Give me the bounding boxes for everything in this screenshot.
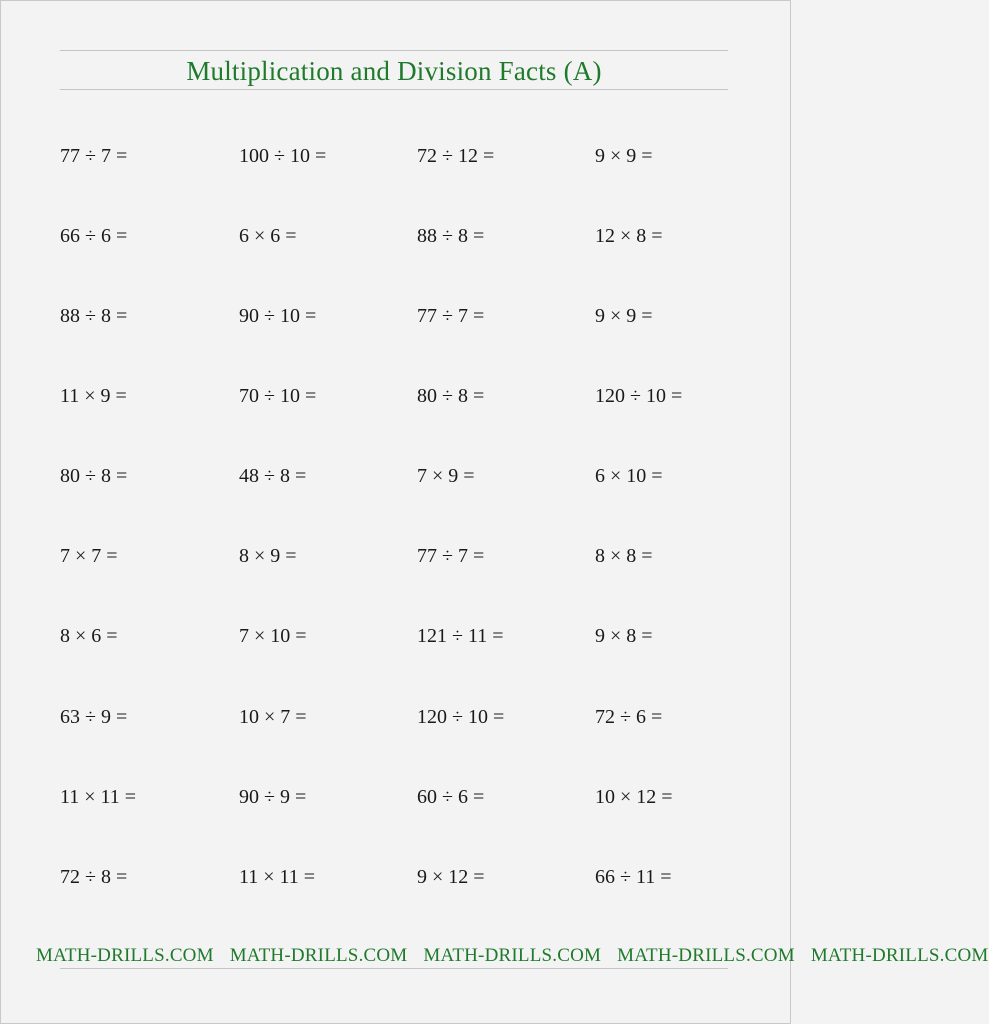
problem-item: 8 × 9 =	[239, 545, 297, 567]
problem-item: 120 ÷ 10 =	[417, 706, 505, 728]
footer-rule	[60, 968, 728, 969]
problem-item: 48 ÷ 8 =	[239, 465, 307, 487]
problem-item: 88 ÷ 8 =	[417, 225, 485, 247]
problem-item: 6 × 10 =	[595, 465, 663, 487]
header-bottom-rule	[60, 89, 728, 90]
problem-grid	[60, 138, 740, 938]
problem-item: 100 ÷ 10 =	[239, 145, 327, 167]
problem-item: 63 ÷ 9 =	[60, 706, 128, 728]
problem-item: 9 × 8 =	[595, 625, 653, 647]
problem-item: 77 ÷ 7 =	[60, 145, 128, 167]
problem-item: 77 ÷ 7 =	[417, 305, 485, 327]
problem-item: 9 × 12 =	[417, 866, 485, 888]
problem-item: 12 × 8 =	[595, 225, 663, 247]
problem-item: 66 ÷ 6 =	[60, 225, 128, 247]
problem-item: 72 ÷ 6 =	[595, 706, 663, 728]
problem-item: 7 × 7 =	[60, 545, 118, 567]
problem-item: 120 ÷ 10 =	[595, 385, 683, 407]
problem-item: 11 × 11 =	[239, 866, 316, 888]
problem-item: 7 × 10 =	[239, 625, 307, 647]
problem-item: 9 × 9 =	[595, 305, 653, 327]
footer-watermark-strip	[36, 942, 989, 970]
problem-item: 10 × 7 =	[239, 706, 307, 728]
problem-item: 60 ÷ 6 =	[417, 786, 485, 808]
problem-item: 90 ÷ 10 =	[239, 305, 317, 327]
problem-item: 11 × 9 =	[60, 385, 127, 407]
problem-item: 10 × 12 =	[595, 786, 673, 808]
problem-item: 80 ÷ 8 =	[60, 465, 128, 487]
problem-item: 11 × 11 =	[60, 786, 137, 808]
problem-item: 80 ÷ 8 =	[417, 385, 485, 407]
problem-item: 90 ÷ 9 =	[239, 786, 307, 808]
footer-watermark-text: MATH-DRILLS.COM	[617, 945, 795, 966]
problem-item: 66 ÷ 11 =	[595, 866, 672, 888]
footer-watermark-text: MATH-DRILLS.COM	[423, 945, 602, 966]
problem-item: 121 ÷ 11 =	[417, 625, 504, 647]
problem-item: 70 ÷ 10 =	[239, 385, 317, 407]
problem-item: 8 × 8 =	[595, 545, 653, 567]
problem-item: 7 × 9 =	[417, 465, 475, 487]
header-top-rule	[60, 50, 728, 51]
footer-watermark-text: MATH-DRILLS.COM	[36, 945, 214, 966]
worksheet-title: Multiplication and Division Facts (A)	[186, 56, 602, 86]
footer-watermark-text: MATH-DRILLS.COM	[810, 945, 989, 966]
footer-watermark-text: MATH-DRILLS.COM	[229, 945, 408, 966]
problem-item: 8 × 6 =	[60, 625, 118, 647]
problem-item: 72 ÷ 8 =	[60, 866, 128, 888]
problem-item: 6 × 6 =	[239, 225, 297, 247]
problem-item: 88 ÷ 8 =	[60, 305, 128, 327]
problem-item: 72 ÷ 12 =	[417, 145, 495, 167]
problem-item: 77 ÷ 7 =	[417, 545, 485, 567]
problem-item: 9 × 9 =	[595, 145, 653, 167]
